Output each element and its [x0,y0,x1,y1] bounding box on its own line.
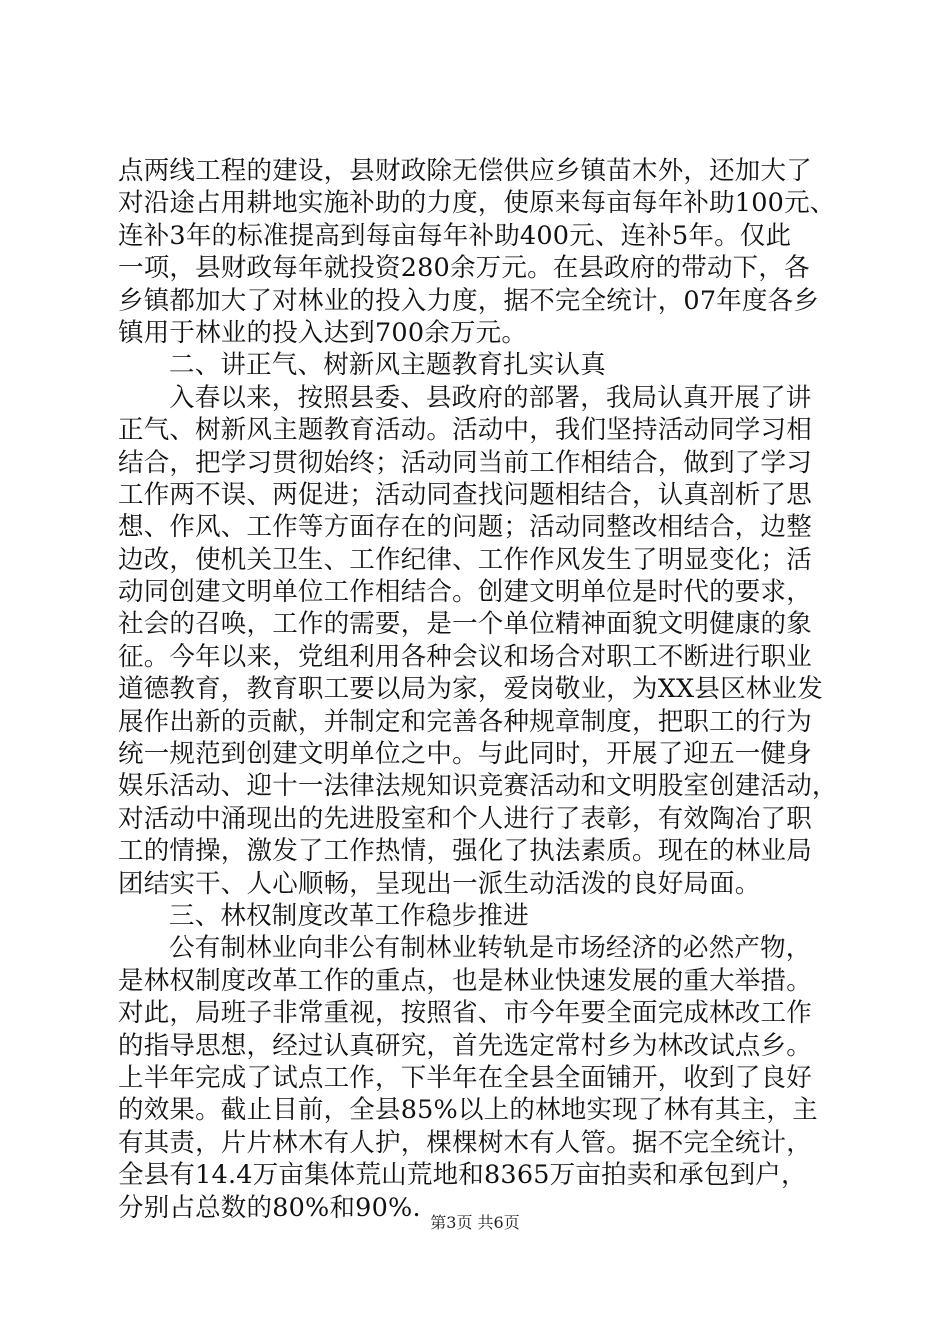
text-line: 正气、树新风主题教育活动。活动中，我们坚持活动同学习相 [118,415,812,446]
text-line: 结合，把学习贯彻始终；活动同当前工作相结合，做到了学习 [118,447,812,478]
text-line: 边改，使机关卫生、工作纪律、工作作风发生了明显变化；活 [118,544,812,575]
text-line: 娱乐活动、迎十一法律法规知识竞赛活动和文明股室创建活动， [118,771,838,802]
text-line: 乡镇都加大了对林业的投入力度，据不完全统计，07年度各乡 [118,285,820,316]
heading-text: 二、讲正气、树新风主题教育扎实认真 [169,350,606,381]
text-line: 对活动中涌现出的先进股室和个人进行了表彰，有效陶冶了职 [118,803,812,834]
document-body [118,155,838,1224]
text-line: 一项，县财政每年就投资280余万元。在县政府的带动下，各 [118,253,810,284]
text-line: 动同创建文明单位工作相结合。创建文明单位是时代的要求， [118,577,812,608]
text-line: 是林权制度改革工作的重点，也是林业快速发展的重大举措。 [118,965,812,996]
text-line: 统一规范到创建文明单位之中。与此同时，开展了迎五一健身 [118,739,812,770]
text-line: 想、作风、工作等方面存在的问题；活动同整改相结合，边整 [118,512,812,543]
text-line: 连补3年的标准提高到每亩每年补助400元、连补5年。仅此 [118,220,792,251]
text-line: 的指导思想，经过认真研究，首先选定常村乡为林改试点乡。 [118,1030,812,1061]
section-heading [118,900,838,932]
text-line: 入春以来，按照县委、县政府的部署，我局认真开展了讲 [169,382,812,413]
text-line: 道德教育，教育职工要以局为家，爱岗敬业，为XX县区林业发 [118,674,823,705]
text-line: 分别占总数的80%和90%. [118,1192,421,1223]
text-line: 全县有14.4万亩集体荒山荒地和8365万亩拍卖和承包到户， [118,1160,807,1191]
text-line: 工的情操，激发了工作热情，强化了执法素质。现在的林业局 [118,836,812,867]
paragraph [118,155,838,349]
text-line: 征。今年以来，党组利用各种会议和场合对职工不断进行职业 [118,641,812,672]
text-line: 点两线工程的建设，县财政除无偿供应乡镇苗木外，还加大了 [118,156,812,186]
text-line: 工作两不误、两促进；活动同查找问题相结合，认真剖析了思 [118,479,812,510]
text-line: 社会的召唤，工作的需要，是一个单位精神面貌文明健康的象 [118,609,812,640]
text-line: 展作出新的贡献，并制定和完善各种规章制度，把职工的行为 [118,706,812,737]
text-line: 公有制林业向非公有制林业转轨是市场经济的必然产物， [169,933,812,964]
paragraph [118,382,838,900]
paragraph [118,932,838,1224]
page-number-footer: 第3页 共6页 [430,1213,520,1232]
text-line: 团结实干、人心顺畅，呈现出一派生动活泼的良好局面。 [118,868,761,899]
text-line: 有其责，片片林木有人护，棵棵树木有人管。据不完全统计， [118,1127,812,1158]
text-line: 镇用于林业的投入达到700余万元。 [118,317,528,348]
heading-text: 三、林权制度改革工作稳步推进 [169,900,529,931]
section-heading [118,349,838,381]
text-line: 对此，局班子非常重视，按照省、市今年要全面完成林改工作 [118,998,812,1029]
text-line: 的效果。截止目前，全县85%以上的林地实现了林有其主，主 [118,1095,818,1126]
text-line: 对沿途占用耕地实施补助的力度，使原来每亩每年补助100元、 [118,188,836,219]
text-line: 上半年完成了试点工作，下半年在全县全面铺开，收到了良好 [118,1062,812,1093]
